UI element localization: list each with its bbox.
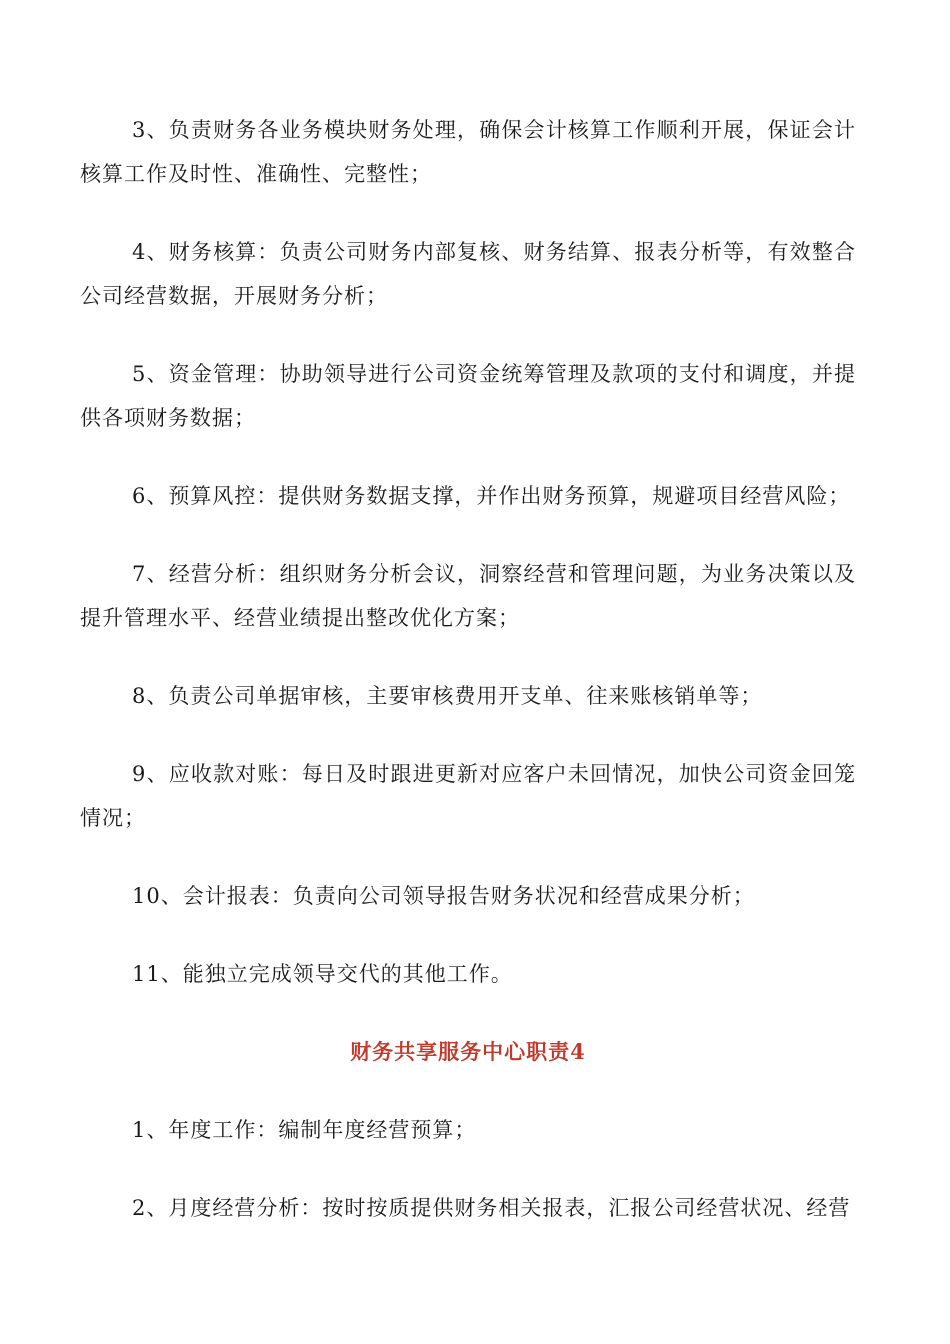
paragraph-item-4: 4、财务核算：负责公司财务内部复核、财务结算、报表分析等，有效整合公司经营数据，开展财务分析； [80, 240, 856, 308]
paragraph-item-8: 8、负责公司单据审核，主要审核费用开支单、往来账核销单等； [132, 684, 763, 708]
paragraph-item-2: 2、月度经营分析：按时按质提供财务相关报表，汇报公司经营状况、经营 [132, 1196, 851, 1220]
paragraph-item-3: 3、负责财务各业务模块财务处理，确保会计核算工作顺利开展，保证会计核算工作及时性、准确性、完整性； [80, 118, 856, 186]
paragraph-item-9: 9、应收款对账：每日及时跟进更新对应客户未回情况，加快公司资金回笼情况； [80, 762, 856, 830]
paragraph-item-5: 5、资金管理：协助领导进行公司资金统筹管理及款项的支付和调度，并提供各项财务数据； [80, 362, 856, 430]
paragraph-item-1: 1、年度工作：编制年度经营预算； [132, 1118, 477, 1142]
paragraph-item-11: 11、能独立完成领导交代的其他工作。 [132, 962, 513, 986]
paragraph-item-7: 7、经营分析：组织财务分析会议，洞察经营和管理问题，为业务决策以及提升管理水平、经营业绩提出整改优化方案； [80, 562, 856, 630]
paragraph-item-6: 6、预算风控：提供财务数据支撑，并作出财务预算，规避项目经营风险； [132, 484, 851, 508]
section-heading: 财务共享服务中心职责4 [350, 1039, 586, 1064]
paragraph-item-10: 10、会计报表：负责向公司领导报告财务状况和经营成果分析； [132, 884, 755, 908]
document-page [80, 108, 856, 1230]
